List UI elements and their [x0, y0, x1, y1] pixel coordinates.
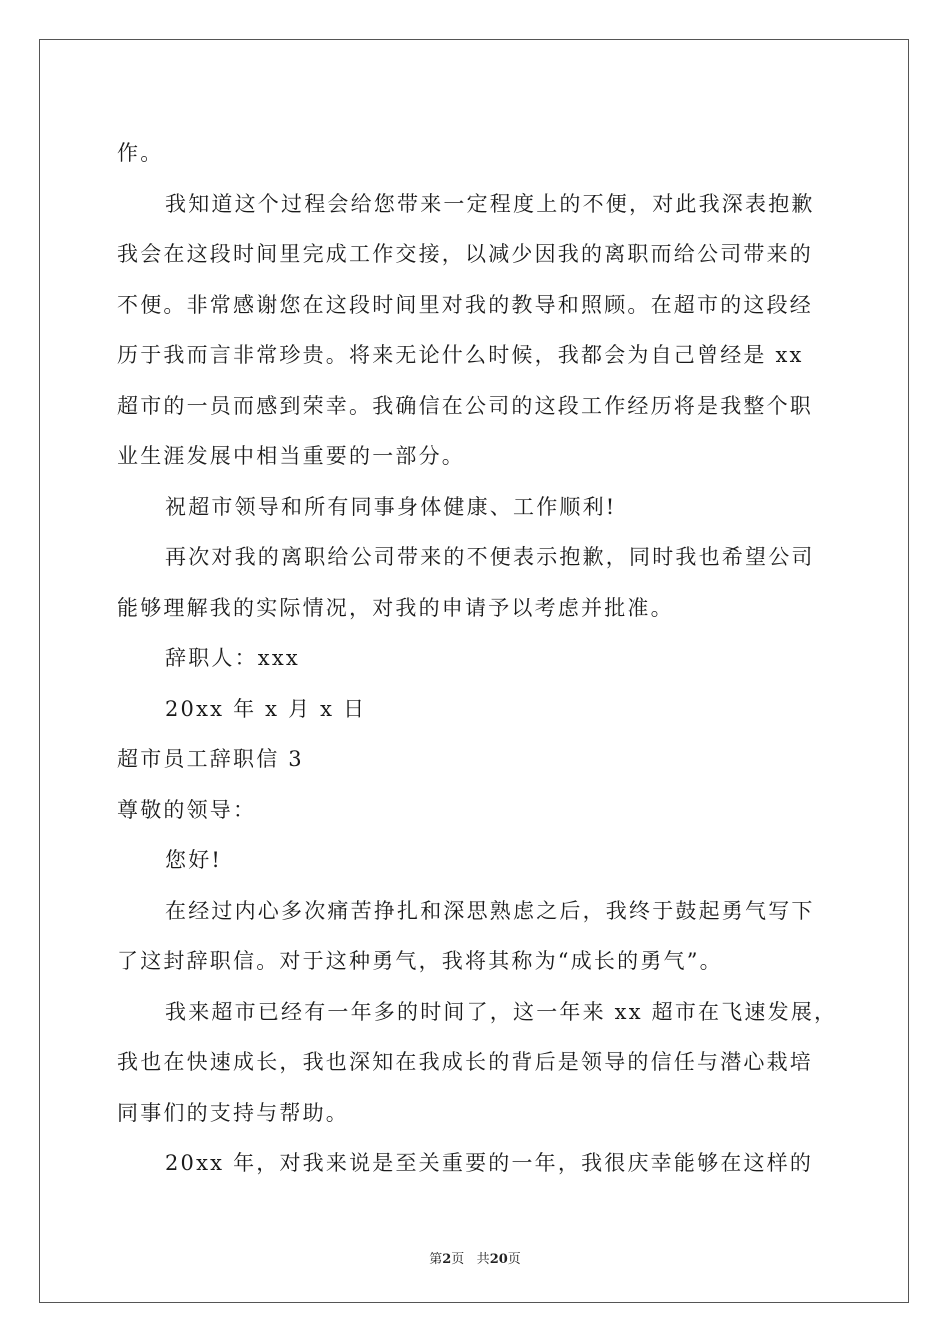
text-line: 我会在这段时间里完成工作交接，以减少因我的离职而给公司带来的	[117, 242, 813, 266]
page-number: 2	[442, 1252, 452, 1267]
text-line: 作。	[117, 141, 164, 165]
text-line: 了这封辞职信。对于这种勇气，我将其称为“成长的勇气”。	[117, 949, 723, 973]
text-line: 不便。非常感谢您在这段时间里对我的教导和照顾。在超市的这段经	[117, 292, 813, 317]
page-prefix: 第	[429, 1252, 443, 1267]
page-footer	[0, 1248, 950, 1267]
text-line: 能够理解我的实际情况，对我的申请予以考虑并批准。	[117, 595, 674, 620]
text-line: 我知道这个过程会给您带来一定程度上的不便，对此我深表抱歉	[165, 191, 815, 216]
text-line: 同事们的支持与帮助。	[117, 1100, 349, 1125]
document-body	[117, 128, 837, 1189]
total-pages: 20	[489, 1252, 508, 1267]
text-line: 业生涯发展中相当重要的一部分。	[117, 444, 465, 468]
total-prefix: 共	[476, 1252, 490, 1267]
section-title: 超市员工辞职信 3	[117, 747, 304, 771]
text-line: 祝超市领导和所有同事身体健康、工作顺利!	[165, 494, 617, 519]
text-line: 超市的一员而感到荣幸。我确信在公司的这段工作经历将是我整个职	[117, 393, 813, 418]
text-line: 再次对我的离职给公司带来的不便表示抱歉，同时我也希望公司	[165, 545, 815, 569]
text-line: 历于我而言非常珍贵。将来无论什么时候，我都会为自己曾经是 xx	[117, 343, 804, 367]
signature-line: 辞职人：xxx	[165, 646, 300, 670]
total-suffix: 页	[507, 1252, 521, 1267]
greeting: 您好!	[165, 848, 223, 872]
text-line: 在经过内心多次痛苦挣扎和深思熟虑之后，我终于鼓起勇气写下	[165, 898, 815, 923]
text-line: 20xx 年，对我来说是至关重要的一年，我很庆幸能够在这样的	[165, 1151, 814, 1175]
page-suffix: 页	[451, 1252, 465, 1267]
salutation: 尊敬的领导：	[117, 797, 257, 822]
text-line: 我来超市已经有一年多的时间了，这一年来 xx 超市在飞速发展，	[165, 999, 838, 1024]
text-line: 我也在快速成长，我也深知在我成长的背后是领导的信任与潜心栽培	[117, 1050, 813, 1074]
date-line: 20xx 年 x 月 x 日	[165, 696, 367, 721]
